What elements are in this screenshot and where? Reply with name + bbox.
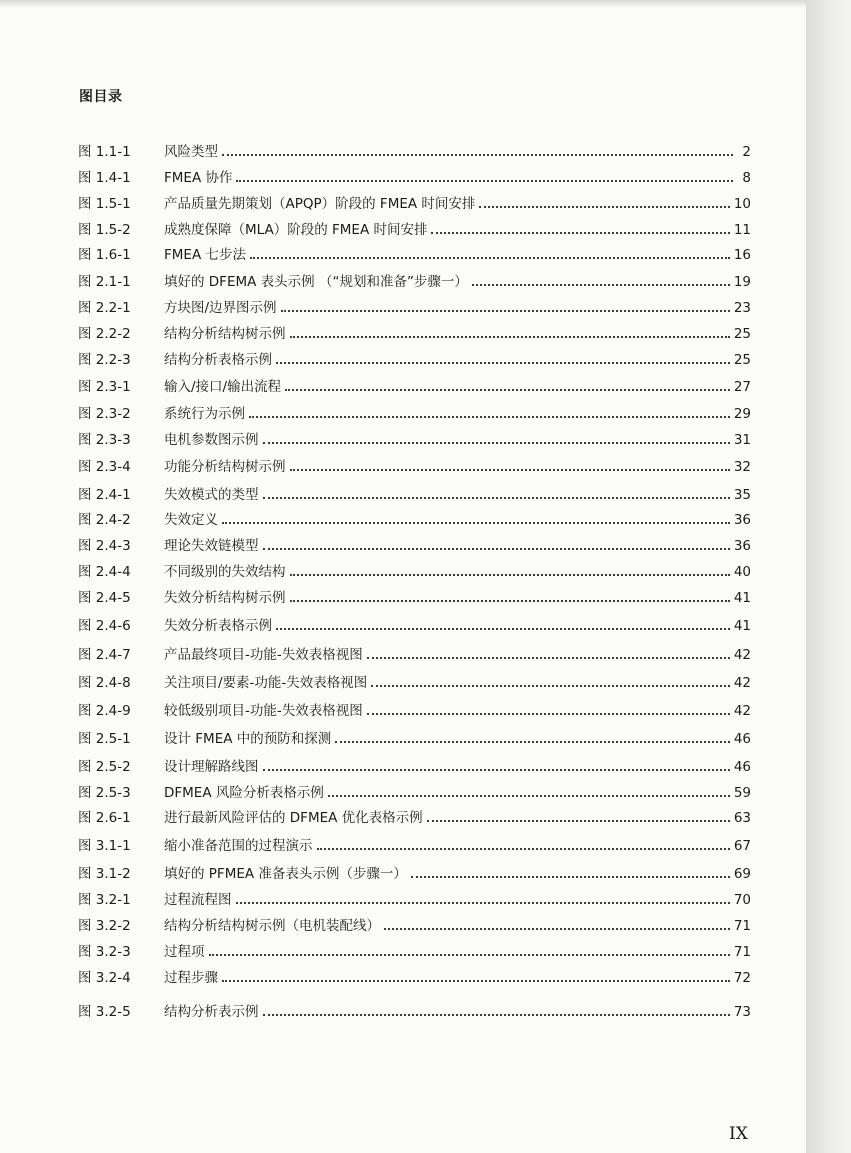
toc-entry[interactable]: [78, 166, 751, 186]
dot-leader: [328, 795, 730, 797]
dot-leader: [479, 206, 729, 208]
figure-number: 图 2.4-2: [78, 512, 131, 528]
scanner-edge: [806, 0, 851, 1153]
figure-title: 结构分析表格示例: [164, 352, 272, 368]
toc-entry[interactable]: [78, 483, 751, 503]
figure-title: 失效模式的类型: [164, 487, 259, 503]
page-number: 32: [733, 459, 751, 475]
figure-title: 电机参数图示例: [164, 432, 259, 448]
dot-leader: [209, 954, 730, 956]
page-number: 59: [733, 785, 751, 801]
toc-entry[interactable]: [78, 218, 751, 238]
page-number: 40: [733, 564, 751, 580]
figure-title: FMEA 七步法: [164, 247, 246, 263]
page-number: 29: [733, 406, 751, 422]
figure-title: 失效定义: [164, 512, 218, 528]
dot-leader: [222, 980, 730, 982]
dot-leader: [371, 685, 730, 687]
figure-number: 图 2.4-9: [78, 703, 131, 719]
figure-number: 图 2.6-1: [78, 810, 131, 826]
toc-entry[interactable]: [78, 966, 751, 986]
toc-entry[interactable]: [78, 508, 751, 528]
figure-title: 填好的 DFEMA 表头示例 （“规划和准备”步骤一）: [164, 274, 468, 290]
toc-entry[interactable]: [78, 296, 751, 316]
figure-title: 较低级别项目-功能-失效表格视图: [164, 703, 363, 719]
figure-title: 过程步骤: [164, 970, 218, 986]
dot-leader: [250, 257, 730, 259]
toc-entry[interactable]: [78, 192, 751, 212]
dot-leader: [281, 310, 730, 312]
dot-leader: [290, 600, 730, 602]
figure-number: 图 1.5-2: [78, 222, 131, 238]
figure-number: 图 3.2-2: [78, 918, 131, 934]
page-number: 16: [733, 247, 751, 263]
page-number: 36: [733, 512, 751, 528]
toc-entry[interactable]: [78, 781, 751, 801]
figure-number: 图 2.5-1: [78, 731, 131, 747]
figure-title: 成熟度保障（MLA）阶段的 FMEA 时间安排: [164, 222, 428, 238]
dot-leader: [472, 284, 730, 286]
figure-number: 图 2.4-5: [78, 590, 131, 606]
figure-title: 失效分析表格示例: [164, 618, 272, 634]
dot-leader: [263, 497, 730, 499]
page-number: 42: [733, 703, 751, 719]
page-number: 36: [733, 538, 751, 554]
figure-title: 填好的 PFMEA 准备表头示例（步骤一）: [164, 866, 407, 882]
toc-entry[interactable]: [78, 402, 751, 422]
dot-leader: [236, 902, 730, 904]
figure-title: 风险类型: [164, 144, 218, 160]
toc-entry[interactable]: [78, 428, 751, 448]
figure-number: 图 2.4-4: [78, 564, 131, 580]
dot-leader: [263, 1014, 730, 1016]
page-number: 42: [733, 647, 751, 663]
dot-leader: [367, 657, 730, 659]
toc-entry[interactable]: [78, 914, 751, 934]
figure-title: 过程项: [164, 944, 205, 960]
page-number: 41: [733, 618, 751, 634]
figure-title: 理论失效链模型: [164, 538, 259, 554]
page-number: 25: [733, 352, 751, 368]
page-number: 73: [733, 1004, 751, 1020]
figure-title: 功能分析结构树示例: [164, 459, 286, 475]
figure-title: 不同级别的失效结构: [164, 564, 286, 580]
page-folio: IX: [729, 1124, 748, 1144]
page-number: 69: [733, 866, 751, 882]
page-number: 11: [733, 222, 751, 238]
toc-entry[interactable]: [78, 699, 751, 719]
toc-entry[interactable]: [78, 614, 751, 634]
figure-number: 图 1.5-1: [78, 196, 131, 212]
page-heading: 图目录: [79, 89, 123, 105]
dot-leader: [236, 180, 733, 182]
page-number: 41: [733, 590, 751, 606]
figure-title: 结构分析结构树示例（电机装配线）: [164, 918, 380, 934]
figure-title: FMEA 协作: [164, 170, 233, 186]
figure-title: 设计理解路线图: [164, 759, 259, 775]
dot-leader: [290, 336, 730, 338]
page-number: 19: [733, 274, 751, 290]
page-number: 27: [733, 379, 751, 395]
dot-leader: [263, 548, 730, 550]
toc-entry[interactable]: [78, 140, 751, 160]
page-number: 71: [733, 918, 751, 934]
figure-title: 输入/接口/输出流程: [164, 379, 282, 395]
toc-entry[interactable]: [78, 586, 751, 606]
figure-number: 图 2.2-2: [78, 326, 131, 342]
page-number: 42: [733, 675, 751, 691]
figure-title: 产品质量先期策划（APQP）阶段的 FMEA 时间安排: [164, 196, 476, 212]
dot-leader: [276, 362, 730, 364]
figure-title: 过程流程图: [164, 892, 232, 908]
dot-leader: [317, 848, 730, 850]
toc-entry[interactable]: [78, 727, 751, 747]
figure-title: 设计 FMEA 中的预防和探测: [164, 731, 332, 747]
dot-leader: [384, 928, 730, 930]
dot-leader: [249, 416, 730, 418]
figure-number: 图 2.3-2: [78, 406, 131, 422]
page-number: 70: [733, 892, 751, 908]
dot-leader: [431, 232, 729, 234]
toc-entry[interactable]: [78, 560, 751, 580]
figure-number: 图 2.3-3: [78, 432, 131, 448]
figure-number: 图 2.4-7: [78, 647, 131, 663]
dot-leader: [367, 713, 730, 715]
figure-title: 失效分析结构树示例: [164, 590, 286, 606]
dot-leader: [263, 442, 730, 444]
page-number: 35: [733, 487, 751, 503]
toc-entry[interactable]: [78, 862, 751, 882]
page-number: 31: [733, 432, 751, 448]
figure-number: 图 3.1-2: [78, 866, 131, 882]
figure-number: 图 2.4-1: [78, 487, 131, 503]
figure-title: DFMEA 风险分析表格示例: [164, 785, 324, 801]
dot-leader: [285, 389, 730, 391]
toc-entry[interactable]: [78, 243, 751, 263]
dot-leader: [290, 469, 730, 471]
page-number: 46: [733, 731, 751, 747]
figure-title: 方块图/边界图示例: [164, 300, 277, 316]
toc-entry[interactable]: [78, 1000, 751, 1020]
figure-number: 图 2.4-8: [78, 675, 131, 691]
figure-title: 结构分析结构树示例: [164, 326, 286, 342]
toc-entry[interactable]: [78, 534, 751, 554]
figure-number: 图 2.4-6: [78, 618, 131, 634]
toc-entry[interactable]: [78, 834, 751, 854]
toc-entry[interactable]: [78, 888, 751, 908]
toc-entry[interactable]: [78, 806, 751, 826]
figure-number: 图 2.3-1: [78, 379, 131, 395]
toc-entry[interactable]: [78, 375, 751, 395]
toc-entry[interactable]: [78, 455, 751, 475]
toc-entry[interactable]: [78, 755, 751, 775]
figure-number: 图 1.1-1: [78, 144, 131, 160]
page-number: 63: [733, 810, 751, 826]
figure-title: 缩小准备范围的过程演示: [164, 838, 313, 854]
dot-leader: [335, 741, 730, 743]
figure-number: 图 2.3-4: [78, 459, 131, 475]
page-number: 46: [733, 759, 751, 775]
figure-number: 图 2.2-3: [78, 352, 131, 368]
figure-title: 产品最终项目-功能-失效表格视图: [164, 647, 363, 663]
page-number: 72: [733, 970, 751, 986]
page-number: 2: [742, 144, 751, 160]
page-top-shadow: [0, 0, 806, 8]
dot-leader: [276, 628, 730, 630]
figure-title: 进行最新风险评估的 DFMEA 优化表格示例: [164, 810, 423, 826]
figure-number: 图 3.2-4: [78, 970, 131, 986]
figure-number: 图 1.6-1: [78, 247, 131, 263]
figure-number: 图 3.2-5: [78, 1004, 131, 1020]
page-number: 71: [733, 944, 751, 960]
toc-entry[interactable]: [78, 643, 751, 663]
figure-number: 图 2.5-3: [78, 785, 131, 801]
dot-leader: [222, 522, 730, 524]
toc-entry[interactable]: [78, 322, 751, 342]
toc-entry[interactable]: [78, 671, 751, 691]
toc-entry[interactable]: [78, 940, 751, 960]
figure-title: 结构分析表示例: [164, 1004, 259, 1020]
figure-number: 图 3.2-3: [78, 944, 131, 960]
page-number: 8: [742, 170, 751, 186]
figure-title: 关注项目/要素-功能-失效表格视图: [164, 675, 368, 691]
figure-number: 图 3.2-1: [78, 892, 131, 908]
page-number: 23: [733, 300, 751, 316]
figure-title: 系统行为示例: [164, 406, 245, 422]
page-number: 10: [733, 196, 751, 212]
page-number: 25: [733, 326, 751, 342]
dot-leader: [222, 154, 733, 156]
figure-number: 图 1.4-1: [78, 170, 131, 186]
figure-number: 图 3.1-1: [78, 838, 131, 854]
dot-leader: [411, 876, 730, 878]
figure-number: 图 2.5-2: [78, 759, 131, 775]
dot-leader: [427, 820, 730, 822]
dot-leader: [263, 769, 730, 771]
figure-number: 图 2.4-3: [78, 538, 131, 554]
page-number: 67: [733, 838, 751, 854]
figure-number: 图 2.2-1: [78, 300, 131, 316]
toc-entry[interactable]: [78, 348, 751, 368]
figure-number: 图 2.1-1: [78, 274, 131, 290]
toc-entry[interactable]: [78, 270, 751, 290]
dot-leader: [290, 574, 730, 576]
